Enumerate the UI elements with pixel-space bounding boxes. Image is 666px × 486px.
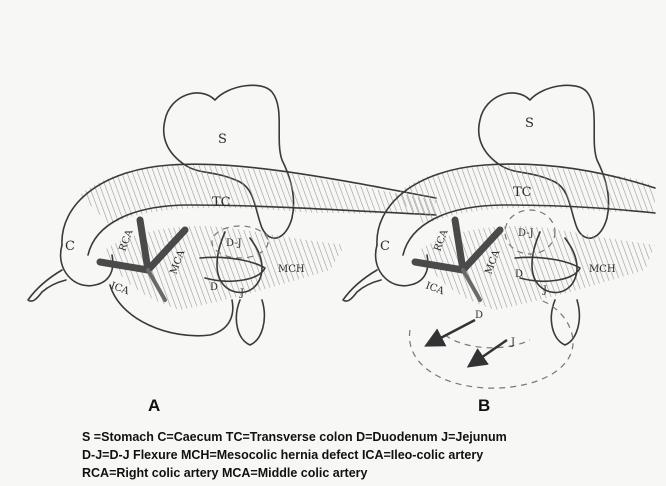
label-ica: ICA xyxy=(108,280,131,298)
herniated-bowel-dashed xyxy=(409,300,573,388)
label-caecum: C xyxy=(380,239,390,254)
label-jejunum: J xyxy=(240,288,245,299)
label-dj: D-J xyxy=(226,238,242,249)
label-jejunum-herniated: J xyxy=(511,337,516,348)
appendix-outline xyxy=(343,270,381,301)
arrow-duodenum xyxy=(433,320,475,342)
label-transverse-colon: TC xyxy=(212,195,231,210)
panel-a-drawing xyxy=(28,85,436,345)
stomach-outline xyxy=(164,85,294,238)
label-jejunum: J xyxy=(543,285,548,296)
label-duodenum: D xyxy=(515,269,524,280)
label-rca: RCA xyxy=(432,228,451,254)
label-mch: MCH xyxy=(589,264,616,275)
label-transverse-colon: TC xyxy=(513,185,532,200)
panel-b-label: B xyxy=(478,396,491,415)
label-stomach: S xyxy=(218,132,227,147)
label-duodenum-herniated: D xyxy=(475,310,484,321)
abbreviation-legend xyxy=(82,428,642,482)
jejunum-loop xyxy=(551,300,579,345)
jejunum-loop xyxy=(236,300,264,345)
label-mca: MCA xyxy=(168,248,188,277)
legend-line-2: D-J=D-J Flexure MCH=Mesocolic hernia defect ICA=Ileo-colic artery xyxy=(82,448,484,462)
label-stomach: S xyxy=(525,116,534,131)
label-caecum: C xyxy=(65,239,75,254)
legend-line-3: RCA=Right colic artery MCA=Middle colic artery xyxy=(82,466,368,480)
herniated-loop-dashed xyxy=(445,335,530,348)
appendix-outline xyxy=(28,270,66,301)
label-mca: MCA xyxy=(483,248,503,277)
label-mch: MCH xyxy=(278,264,305,275)
panel-b-drawing xyxy=(343,85,656,388)
legend-line-1: S =Stomach C=Caecum TC=Transverse colon D=Duodenum J=Jejunum xyxy=(82,430,507,444)
label-rca: RCA xyxy=(117,228,136,254)
label-duodenum: D xyxy=(210,282,219,293)
arrow-jejunum xyxy=(475,340,507,362)
stomach-outline xyxy=(479,85,609,238)
panel-a-label: A xyxy=(148,396,161,415)
label-dj: D-J xyxy=(518,228,534,239)
label-ica: ICA xyxy=(423,280,446,298)
